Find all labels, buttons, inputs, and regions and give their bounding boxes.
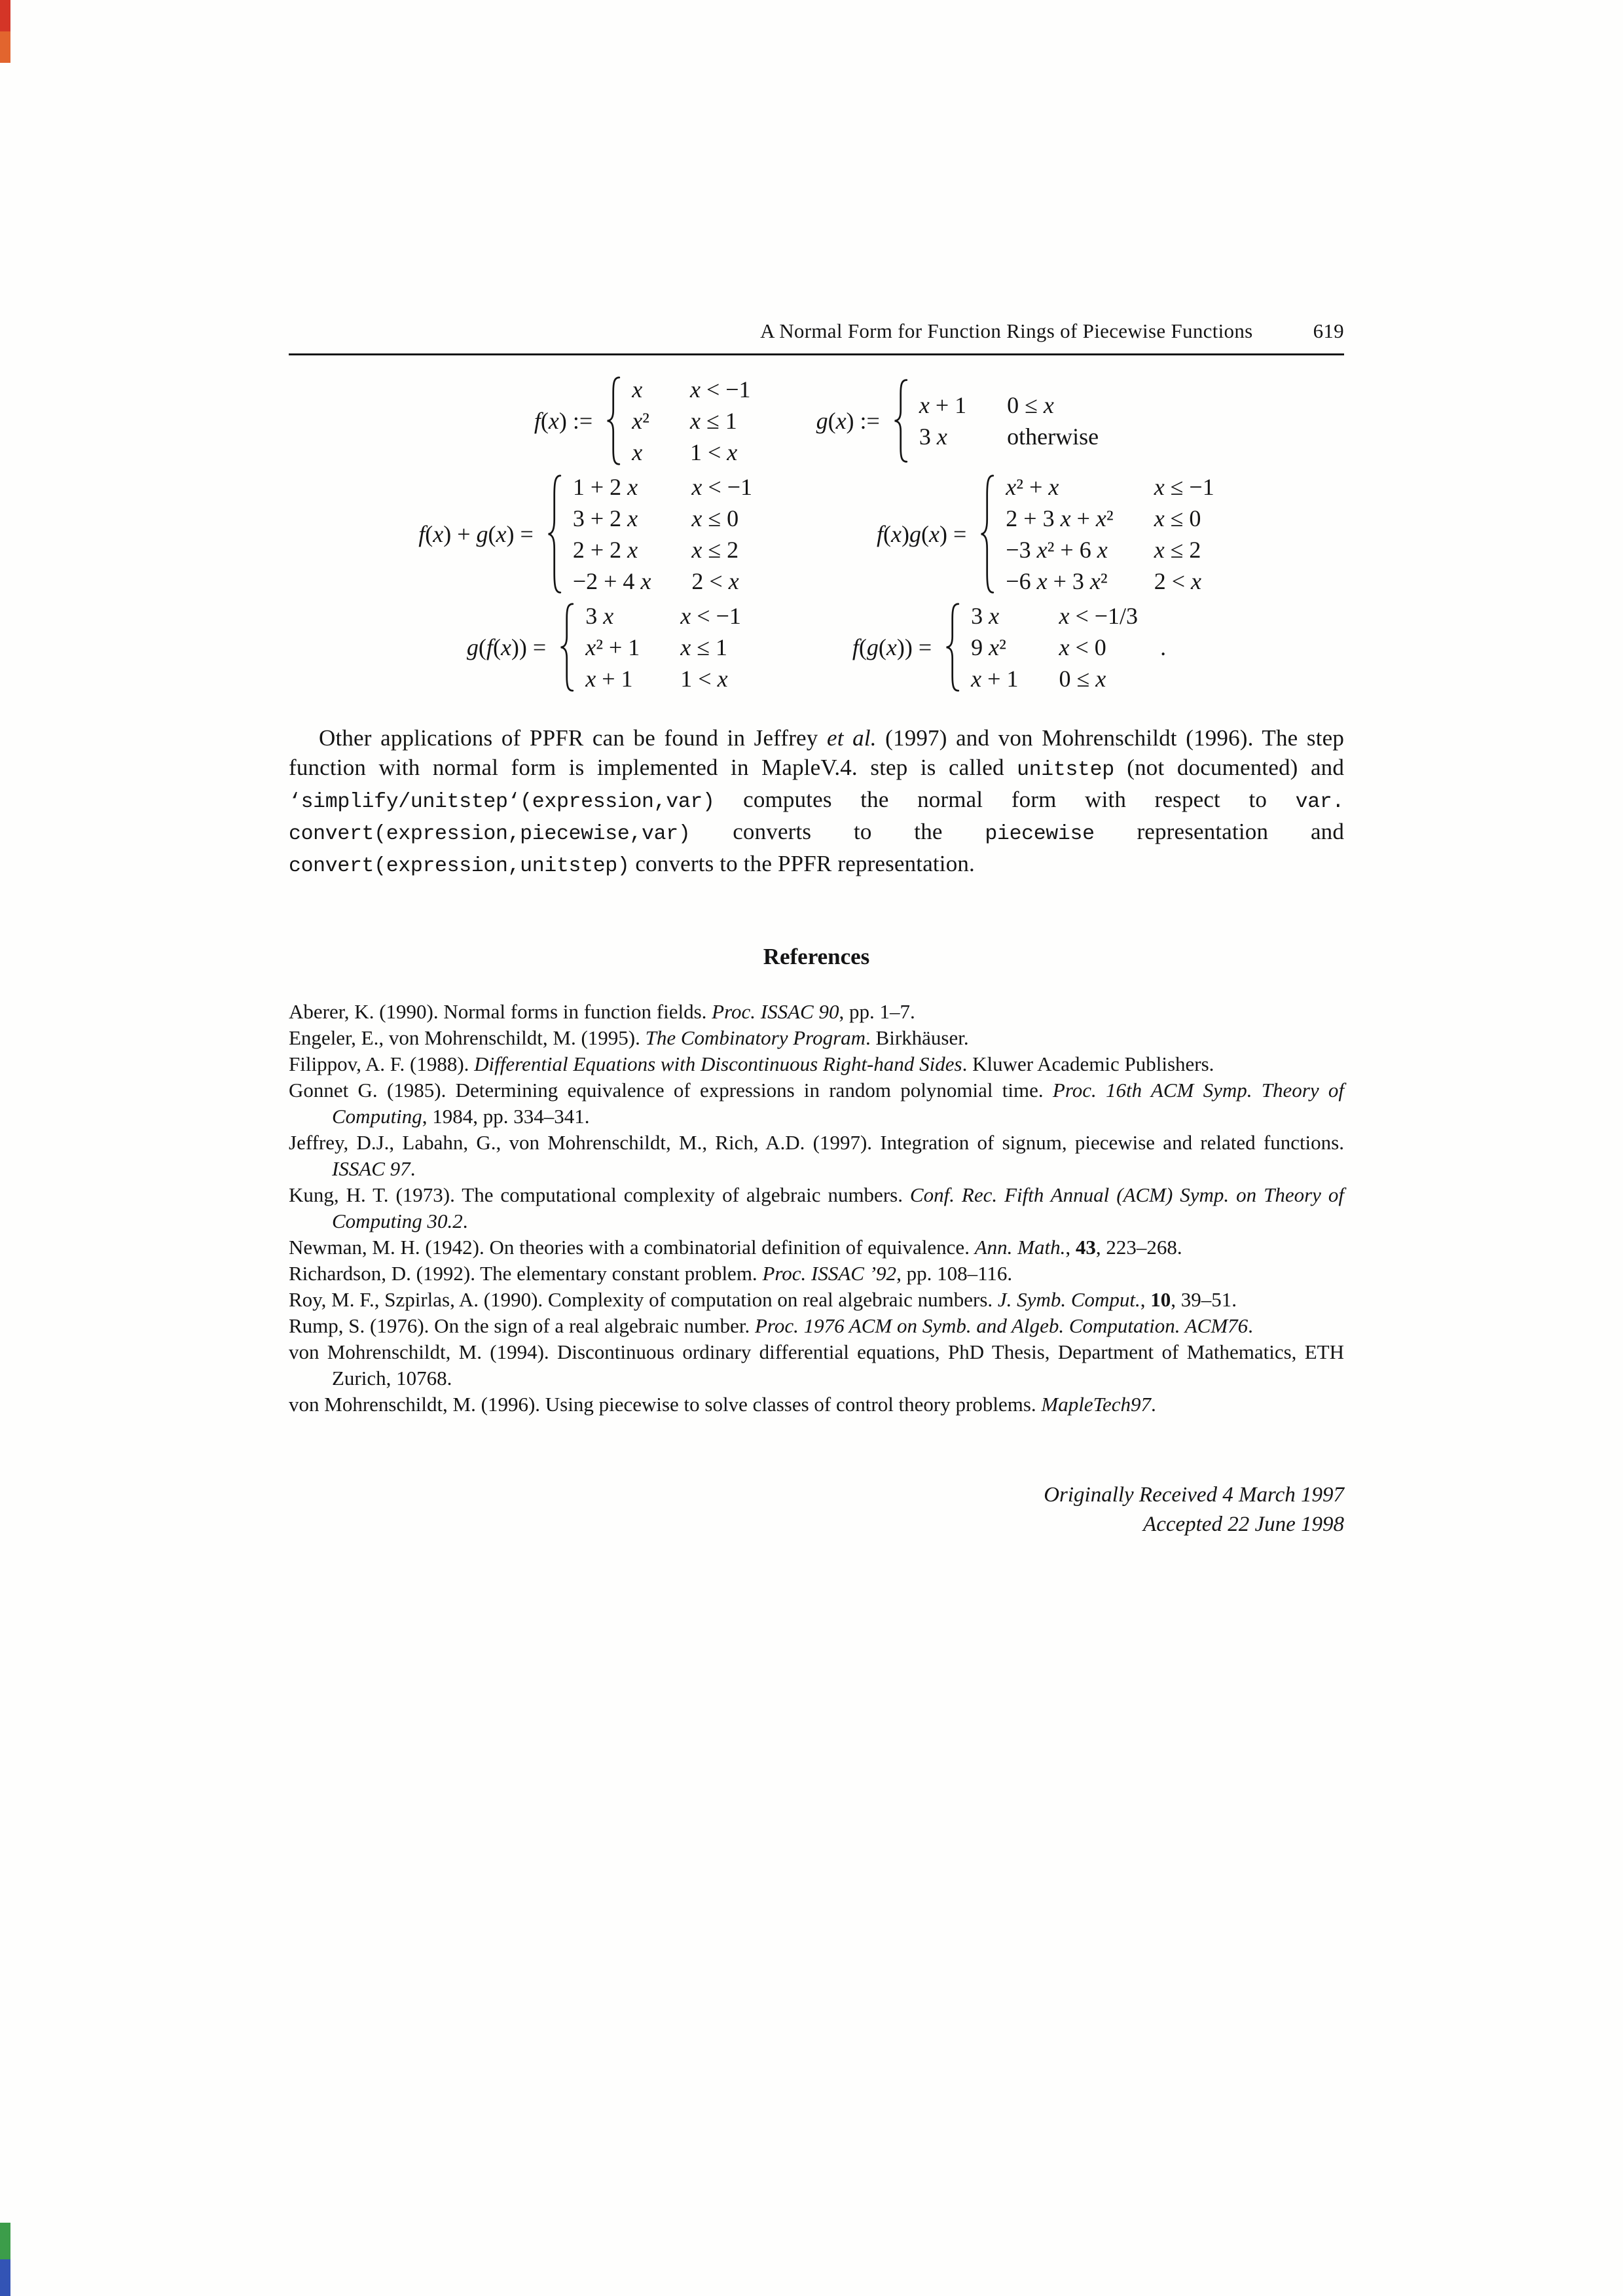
text-segment: Aberer, K. (1990). Normal forms in function fields. xyxy=(289,1000,712,1023)
equation-lhs: g(f(x)) = xyxy=(466,634,547,660)
running-head-title: A Normal Form for Function Rings of Piecewise Functions xyxy=(760,319,1253,342)
piecewise-definition xyxy=(534,374,751,468)
scan-color-mark-top-lower xyxy=(0,31,10,63)
text-segment: , 223–268. xyxy=(1095,1236,1182,1259)
reference-item xyxy=(289,1261,1344,1287)
scan-color-mark-bottom xyxy=(0,2223,10,2296)
reference-item xyxy=(289,1234,1344,1261)
case-condition: x < −1 xyxy=(680,603,741,629)
case-condition: x ≤ 1 xyxy=(689,408,737,434)
text-segment: (1997) and von Mohrenschildt (1996). The step function with normal form is implemented in MapleV.4. step is called xyxy=(289,725,1344,780)
text-segment: . xyxy=(1248,1314,1253,1337)
text-segment: Proc. 16th ACM Symp. Theory of Computing xyxy=(332,1079,1344,1128)
piecewise-definition xyxy=(467,600,741,694)
text-segment: von Mohrenschildt, M. (1994). Discontinuous ordinary differential equations, PhD Thesis, Department of Mathematics, ETH Zurich, 10768. xyxy=(289,1340,1344,1390)
text-segment: Filippov, A. F. (1988). xyxy=(289,1052,475,1075)
case-expression: 3 x xyxy=(585,603,614,629)
brace-icon xyxy=(893,378,910,463)
equation-lhs: f(x)g(x) = xyxy=(877,521,967,547)
text-segment: (not documented) and xyxy=(1114,755,1345,780)
reference-item xyxy=(289,1077,1344,1130)
text-segment: . xyxy=(462,1210,468,1232)
text-segment: et al. xyxy=(826,725,877,751)
text-segment: computes the normal form with respect to xyxy=(714,787,1296,812)
case-expression: −2 + 4 x xyxy=(572,568,651,594)
text-segment: convert(expression,unitstep) xyxy=(289,855,630,878)
scan-color-mark-top xyxy=(0,0,10,63)
text-segment: Other applications of PPFR can be found in Jeffrey xyxy=(319,725,827,751)
brace-icon xyxy=(547,473,564,595)
case-expression: 1 + 2 x xyxy=(572,474,638,500)
case-condition: x < 0 xyxy=(1059,634,1106,660)
equation-row xyxy=(289,374,1344,468)
equation-lhs: f(x) + g(x) = xyxy=(418,521,534,547)
equation-cases xyxy=(632,374,750,468)
reference-item xyxy=(289,1339,1344,1391)
case-expression: x² + 1 xyxy=(585,634,640,660)
text-segment: 10 xyxy=(1150,1288,1171,1311)
text-segment: Roy, M. F., Szpirlas, A. (1990). Complexity of computation on real algebraic numbers. xyxy=(289,1288,998,1311)
case-condition: 0 ≤ x xyxy=(1007,392,1054,418)
reference-item xyxy=(289,1313,1344,1339)
piecewise-definition xyxy=(852,600,1166,694)
text-segment: Richardson, D. (1992). The elementary constant problem. xyxy=(289,1262,763,1285)
text-segment: Conf. Rec. Fifth Annual (ACM) Symp. on Theory of Computing 30.2 xyxy=(332,1183,1344,1232)
text-segment: . Kluwer Academic Publishers. xyxy=(962,1052,1214,1075)
case-condition: x ≤ −1 xyxy=(1154,474,1214,500)
reference-item xyxy=(289,1130,1344,1182)
text-segment: ISSAC 97 xyxy=(332,1157,410,1180)
piecewise-definition xyxy=(877,471,1214,597)
text-segment: unitstep xyxy=(1017,759,1114,781)
text-segment: , xyxy=(1140,1288,1151,1311)
case-expression: x² xyxy=(632,408,649,434)
case-condition: 2 < x xyxy=(1154,568,1201,594)
text-segment: Engeler, E., von Mohrenschildt, M. (1995). xyxy=(289,1026,646,1049)
text-segment: ‘simplify/unitstep‘(expression,var) xyxy=(289,791,715,814)
case-expression: 9 x² xyxy=(971,634,1006,660)
case-expression: x xyxy=(632,376,643,403)
reference-item xyxy=(289,1391,1344,1418)
text-segment: representation and xyxy=(1094,819,1345,844)
case-expression: 2 + 3 x + x² xyxy=(1006,505,1114,531)
case-expression: x + 1 xyxy=(919,392,967,418)
brace-icon xyxy=(979,473,996,595)
case-expression: x² + x xyxy=(1006,474,1059,500)
text-segment: , 1984, pp. 334–341. xyxy=(422,1105,590,1128)
accepted-line: Accepted 22 June 1998 xyxy=(1143,1513,1344,1536)
text-segment: Differential Equations with Discontinuous Right-hand Sides xyxy=(474,1052,962,1075)
reference-item xyxy=(289,999,1344,1025)
brace-icon xyxy=(559,602,576,692)
equation-cases xyxy=(1006,471,1214,597)
header-rule xyxy=(289,353,1344,355)
text-segment: Rump, S. (1976). On the sign of a real algebraic number. xyxy=(289,1314,755,1337)
scan-color-mark-bottom-upper xyxy=(0,2223,10,2259)
equation-lhs: f(g(x)) = xyxy=(852,634,932,660)
case-condition: x ≤ 0 xyxy=(691,505,739,531)
equation-cases xyxy=(919,389,1099,452)
text-segment: von Mohrenschildt, M. (1996). Using piecewise to solve classes of control theory problems. xyxy=(289,1393,1042,1416)
running-head xyxy=(289,0,1344,343)
text-segment: Ann. Math. xyxy=(974,1236,1066,1259)
text-segment: var. convert(expression,piecewise,var) xyxy=(289,791,1344,846)
case-condition: x < −1 xyxy=(691,474,753,500)
references-heading: References xyxy=(763,944,870,969)
text-segment: Newman, M. H. (1942). On theories with a combinatorial definition of equivalence. xyxy=(289,1236,975,1259)
reference-item xyxy=(289,1287,1344,1313)
references-list xyxy=(289,999,1344,1418)
text-segment: converts to the xyxy=(690,819,985,844)
reference-item xyxy=(289,1025,1344,1051)
text-segment: , pp. 1–7. xyxy=(839,1000,915,1023)
piecewise-definition xyxy=(816,376,1099,465)
equation-lhs: f(x) := xyxy=(534,408,593,434)
text-segment: The Combinatory Program xyxy=(645,1026,866,1049)
case-condition: x ≤ 1 xyxy=(680,634,728,660)
text-segment: Kung, H. T. (1973). The computational complexity of algebraic numbers. xyxy=(289,1183,910,1206)
text-segment: MapleTech97 xyxy=(1041,1393,1151,1416)
content-column xyxy=(289,0,1344,1539)
case-expression: −3 x² + 6 x xyxy=(1006,537,1108,563)
scan-color-mark-top-upper xyxy=(0,0,10,31)
case-condition: otherwise xyxy=(1007,423,1099,450)
equation-lhs: g(x) := xyxy=(816,408,880,434)
text-segment: Proc. ISSAC 90 xyxy=(712,1000,839,1023)
equation-cases xyxy=(971,600,1138,694)
equation-row xyxy=(289,471,1344,597)
case-condition: x ≤ 2 xyxy=(1154,537,1201,563)
case-expression: 3 x xyxy=(919,423,947,450)
text-segment: 43 xyxy=(1075,1236,1096,1259)
received-block xyxy=(289,1480,1344,1539)
case-condition: 1 < x xyxy=(689,439,738,465)
case-expression: 3 x xyxy=(971,603,1000,629)
piecewise-definition xyxy=(418,471,752,597)
text-segment: piecewise xyxy=(985,823,1095,846)
text-segment: . xyxy=(1151,1393,1156,1416)
case-expression: x xyxy=(632,439,643,465)
case-condition: 0 ≤ x xyxy=(1059,666,1106,692)
case-condition: x < −1 xyxy=(689,376,751,403)
case-condition: x ≤ 0 xyxy=(1154,505,1201,531)
text-segment: . xyxy=(410,1157,416,1180)
case-condition: 1 < x xyxy=(680,666,728,692)
scan-color-mark-bottom-lower xyxy=(0,2259,10,2296)
case-expression: x + 1 xyxy=(585,666,633,692)
case-condition: x < −1/3 xyxy=(1059,603,1139,629)
equation-row xyxy=(289,600,1344,694)
equation-cases xyxy=(573,471,752,597)
text-segment: , 39–51. xyxy=(1171,1288,1237,1311)
page-number: 619 xyxy=(1313,319,1344,342)
text-segment: Jeffrey, D.J., Labahn, G., von Mohrenschildt, M., Rich, A.D. (1997). Integration of signum, piecewise and related functions. xyxy=(289,1131,1344,1154)
text-segment: , pp. 108–116. xyxy=(896,1262,1013,1285)
text-segment: converts to the PPFR representation. xyxy=(629,851,975,876)
case-expression: 2 + 2 x xyxy=(572,537,638,563)
body-paragraph xyxy=(289,723,1344,881)
text-segment: Gonnet G. (1985). Determining equivalence of expressions in random polynomial time. xyxy=(289,1079,1053,1102)
case-expression: −6 x + 3 x² xyxy=(1006,568,1108,594)
case-expression: 3 + 2 x xyxy=(572,505,638,531)
text-segment: Proc. ISSAC ’92 xyxy=(762,1262,897,1285)
text-segment: . Birkhäuser. xyxy=(866,1026,969,1049)
case-condition: 2 < x xyxy=(691,568,739,594)
equations-block xyxy=(289,374,1344,694)
case-condition: x ≤ 2 xyxy=(691,537,739,563)
text-segment: J. Symb. Comput. xyxy=(997,1288,1140,1311)
equation-cases xyxy=(585,600,741,694)
brace-icon xyxy=(606,376,623,466)
case-expression: x + 1 xyxy=(971,666,1019,692)
brace-icon xyxy=(945,602,962,692)
reference-item xyxy=(289,1051,1344,1077)
reference-item xyxy=(289,1182,1344,1234)
text-segment: , xyxy=(1065,1236,1076,1259)
equation-suffix: . xyxy=(1160,634,1167,660)
received-line: Originally Received 4 March 1997 xyxy=(1044,1483,1344,1507)
text-segment: Proc. 1976 ACM on Symb. and Algeb. Computation. ACM76 xyxy=(754,1314,1249,1337)
